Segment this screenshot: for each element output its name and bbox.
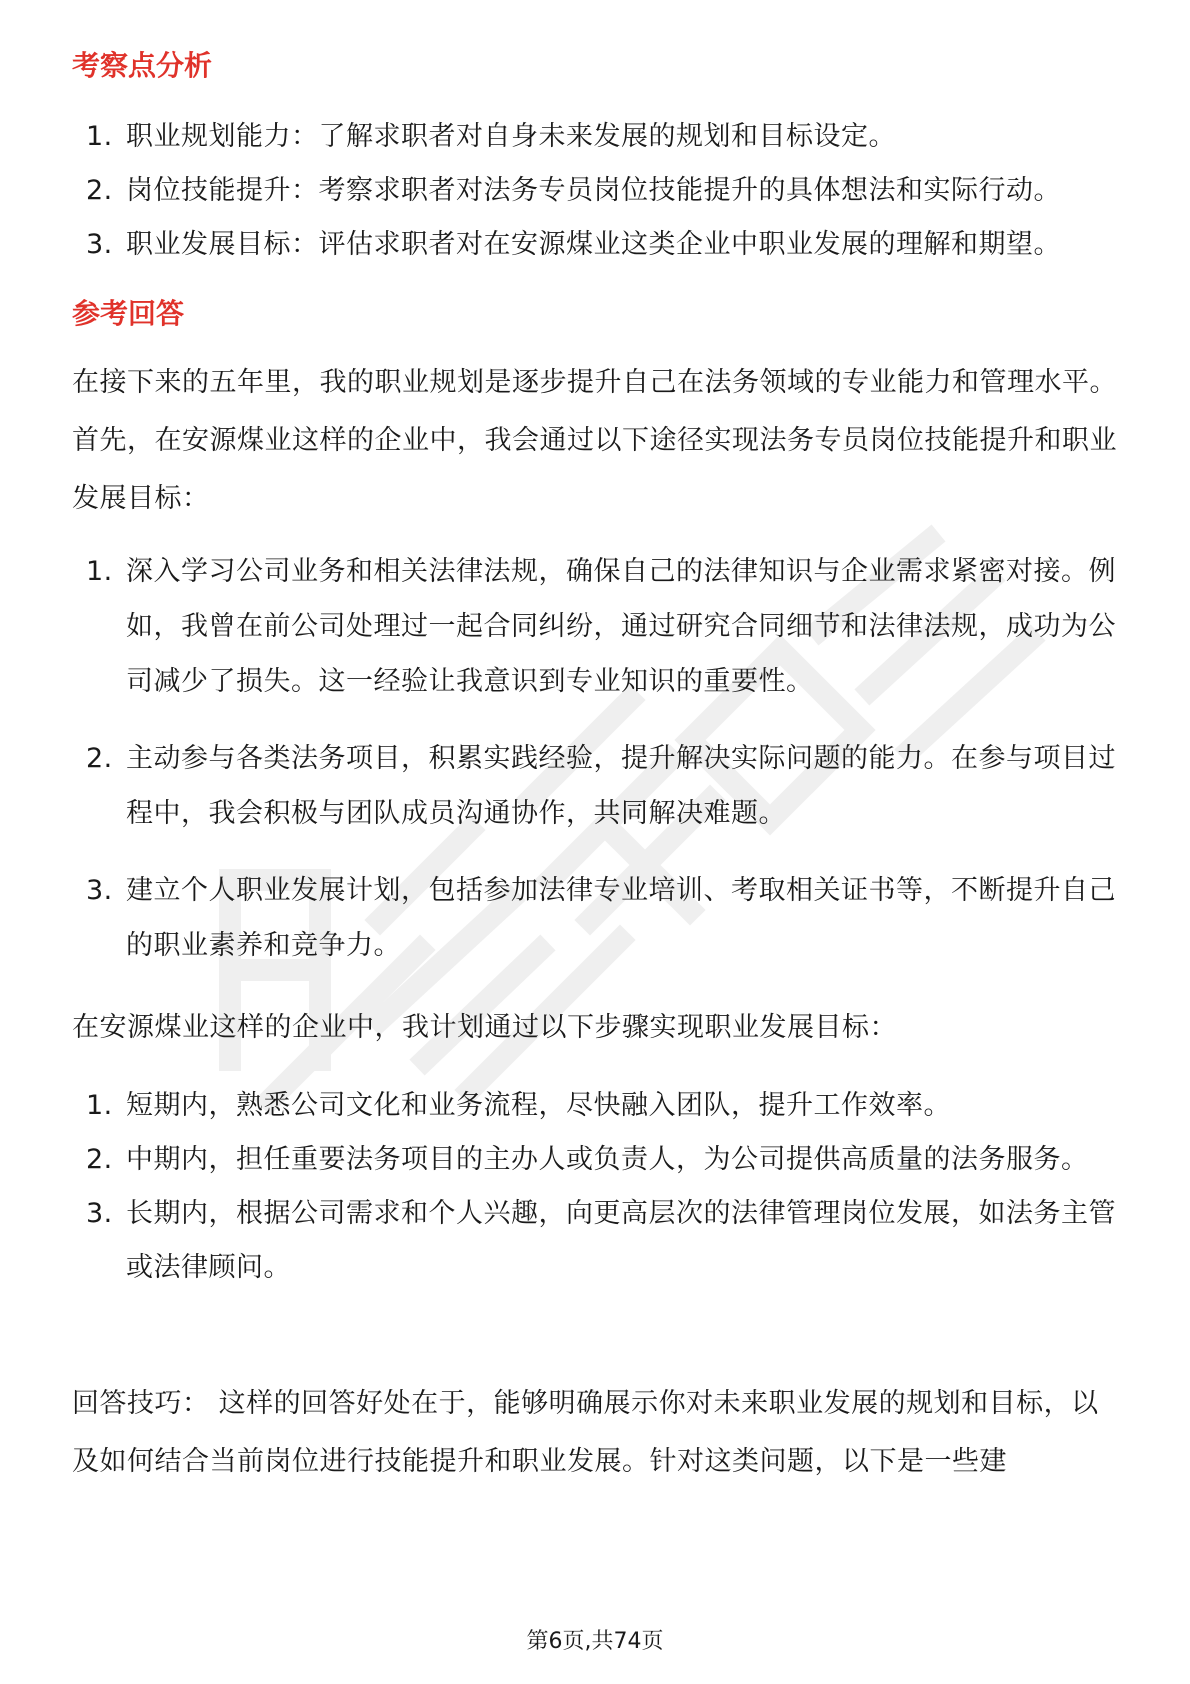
list-text: 深入学习公司业务和相关法律法规，确保自己的法律知识与企业需求紧密对接。例如，我曾在前公司处理过一起合同纠纷，通过研究合同细节和法律法规，成功为公司减少了损失。这一经验让我意识到专业知识的重要性。 [126, 556, 1116, 697]
list-item [72, 164, 1122, 218]
list-text: 短期内，熟悉公司文化和业务流程，尽快融入团队，提升工作效率。 [126, 1090, 951, 1121]
analysis-list [72, 110, 1122, 272]
steps-list [72, 1079, 1122, 1295]
page-number: 第6页,共74页 [526, 1629, 664, 1654]
list-text: 中期内，担任重要法务项目的主办人或负责人，为公司提供高质量的法务服务。 [126, 1144, 1089, 1175]
list-text: 职业发展目标：评估求职者对在安源煤业这类企业中职业发展的理解和期望。 [126, 229, 1061, 260]
list-text: 岗位技能提升：考察求职者对法务专员岗位技能提升的具体想法和实际行动。 [126, 175, 1061, 206]
list-number: 1. [86, 121, 113, 152]
list-text: 建立个人职业发展计划，包括参加法律专业培训、考取相关证书等，不断提升自己的职业素养和竞争力。 [126, 875, 1116, 961]
list-text: 长期内，根据公司需求和个人兴趣，向更高层次的法律管理岗位发展，如法务主管或法律顾问。 [126, 1198, 1116, 1283]
list-item [72, 1133, 1122, 1187]
list-item [72, 218, 1122, 272]
answer-intro: 在接下来的五年里，我的职业规划是逐步提升自己在法务领域的专业能力和管理水平。首先，在安源煤业这样的企业中，我会通过以下途径实现法务专员岗位技能提升和职业发展目标： [72, 367, 1117, 514]
list-number: 2. [86, 175, 113, 206]
list-number: 2. [86, 1144, 113, 1175]
list-item [72, 544, 1122, 709]
list-number: 3. [86, 1198, 113, 1229]
analysis-heading: 考察点分析 [72, 49, 213, 82]
list-item [72, 863, 1122, 973]
list-number: 3. [86, 229, 113, 260]
list-number: 3. [86, 875, 113, 906]
answer-tips: 回答技巧： 这样的回答好处在于，能够明确展示你对未来职业发展的规划和目标，以及如何结合当前岗位进行技能提升和职业发展。针对这类问题，以下是一些建 [72, 1388, 1099, 1477]
list-item [72, 731, 1122, 841]
list-number: 1. [86, 556, 113, 587]
list-item [72, 1079, 1122, 1133]
list-text: 主动参与各类法务项目，积累实践经验，提升解决实际问题的能力。在参与项目过程中，我会积极与团队成员沟通协作，共同解决难题。 [126, 743, 1116, 829]
answer-heading: 参考回答 [72, 297, 185, 330]
list-number: 2. [86, 743, 113, 774]
steps-intro: 在安源煤业这样的企业中，我计划通过以下步骤实现职业发展目标： [72, 1012, 897, 1043]
list-text: 职业规划能力：了解求职者对自身未来发展的规划和目标设定。 [126, 121, 896, 152]
list-item [72, 110, 1122, 164]
path-list [72, 544, 1122, 973]
list-number: 1. [86, 1090, 113, 1121]
list-item [72, 1187, 1122, 1295]
